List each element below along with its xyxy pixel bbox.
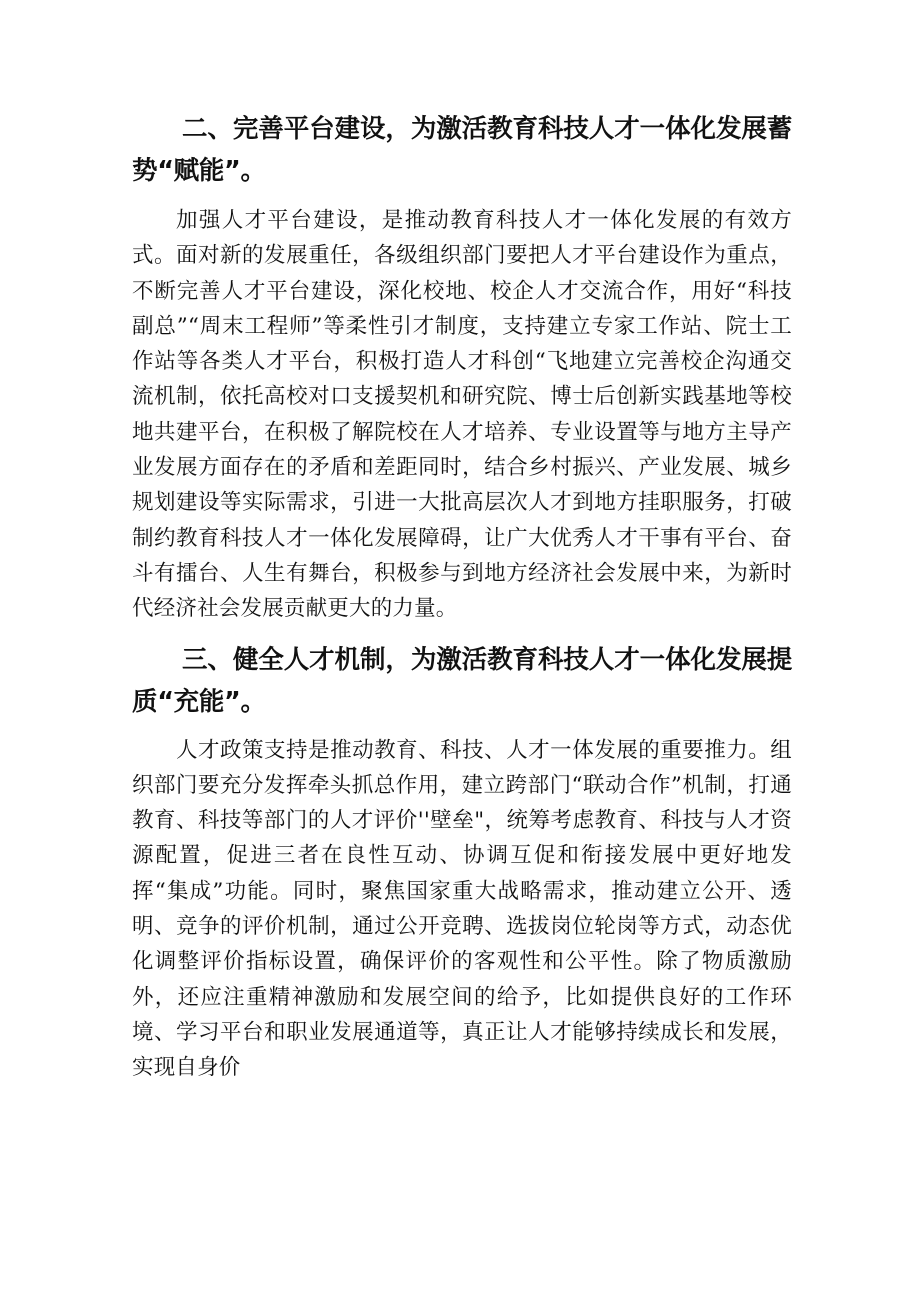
section-paragraph-platform: 加强人才平台建设，是推动教育科技人才一体化发展的有效方式。面对新的发展重任，各级组织部门要把人才平台建设作为重点，不断完善人才平台建设，深化校地、校企人才交流合作，用好“科技副总”“周末工程师”等柔性引才制度，支持建立专家工作站、院士工作站等各类人才平台，积极打造人才科创“飞地建立完善校企沟通交流机制，依托高校对口支援契机和研究院、博士后创新实践基地等校地共建平台，在积极了解院校在人才培养、专业设置等与地方主导产业发展方面存在的矛盾和差距同时，结合乡村振兴、产业发展、城乡规划建设等实际需求，引进一大批高层次人才到地方挂职服务，打破制约教育科技人才一体化发展障碍，让广大优秀人才干事有平台、奋斗有擂台、人生有舞台，积极参与到地方经济社会发展中来，为新时代经济社会发展贡献更大的力量。 [132,208,792,622]
document-body [132,108,792,1086]
section-paragraph-mechanism: 人才政策支持是推动教育、科技、人才一体发展的重要推力。组织部门要充分发挥牵头抓总作用，建立跨部门“联动合作”机制，打通教育、科技等部门的人才评价''壁垒"，统筹考虑教育、科技与人才资源配置，促进三者在良性互动、协调互促和衔接发展中更好地发挥“集成”功能。同时，聚焦国家重大战略需求，推动建立公开、透明、竞争的评价机制，通过公开竞聘、选拔岗位轮岗等方式，动态优化调整评价指标设置，确保评价的客观性和公平性。除了物质激励外，还应注重精神激励和发展空间的给予，比如提供良好的工作环境、学习平台和职业发展通道等，真正让人才能够持续成长和发展，实现自身价 [132,737,792,1081]
section-heading-platform: 二、完善平台建设，为激活教育科技人才一体化发展蓄势“赋能”。 [132,114,792,186]
section-heading-mechanism: 三、健全人才机制，为激活教育科技人才一体化发展提质“充能”。 [132,644,792,717]
